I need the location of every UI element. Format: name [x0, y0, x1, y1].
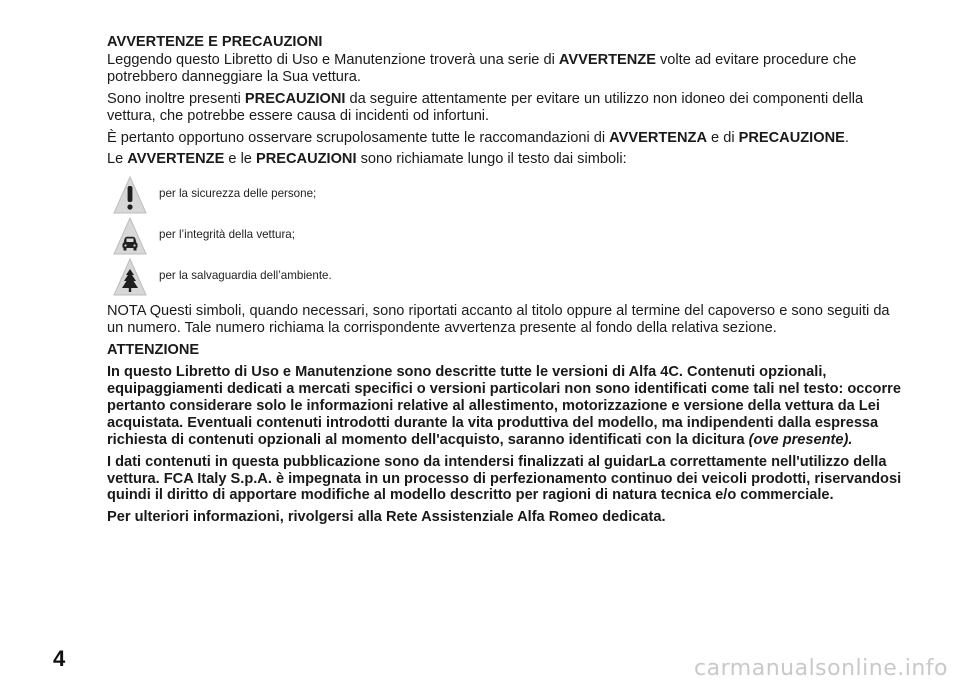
- text-run: da seguire attentamente per evitare un utilizzo non idoneo dei componenti della vettura, che potrebbe essere causa di incidenti od infortuni.: [107, 90, 864, 124]
- symbol-list: [113, 174, 907, 297]
- bold-term: PRECAUZIONI: [244, 90, 346, 107]
- section-title: AVVERTENZE E PRECAUZIONI: [107, 34, 323, 50]
- symbol-item-environment: [113, 256, 907, 297]
- bold-term: PRECAUZIONE: [738, 129, 845, 146]
- intro-paragraph-precauzioni: [107, 91, 907, 125]
- italic-term: (ove presente).: [748, 431, 853, 448]
- attention-paragraph-versions: [107, 364, 907, 449]
- recommendation-paragraph: [107, 130, 907, 147]
- attention-heading: ATTENZIONE: [107, 342, 200, 359]
- text-run: È pertanto opportuno osservare scrupolosamente tutte le raccomandazioni di: [107, 129, 610, 146]
- watermark: carmanualsonline.info: [694, 656, 948, 681]
- bold-term: AVVERTENZE: [558, 51, 656, 68]
- text-run: volte ad evitare procedure che potrebbero danneggiare la Sua vettura.: [107, 51, 857, 85]
- attention-paragraph-data: I dati contenuti in questa pubblicazione sono da intendersi finalizzati al guidarLa correttamente nell'utilizzo della vettura. FCA Italy S.p.A. è impegnata in un processo di perfezionamento continuo dei veicoli prodotti, riservandosi quindi il diritto di apportare modifiche al modello descritto per ragioni di natura tecnica e/o commerciale.: [107, 453, 902, 504]
- text-run: sono richiamate lungo il testo dai simboli:: [356, 151, 627, 168]
- note-paragraph: NOTA Questi simboli, quando necessari, sono riportati accanto al titolo oppure al termine del capoverso e sono seguiti da un numero. Tale numero richiama la corrispondente avvertenza presente al fondo della relativa sezione.: [107, 303, 890, 337]
- text-run: e di: [707, 129, 739, 146]
- attention-paragraph-contact: Per ulteriori informazioni, rivolgersi alla Rete Assistenziale Alfa Romeo dedicata.: [107, 509, 666, 526]
- symbol-description: per la sicurezza delle persone;: [159, 187, 317, 201]
- text-run: In questo Libretto di Uso e Manutenzione sono descritte tutte le versioni di Alfa 4C. Contenuti opzionali, equipaggiamenti dedicati a mercati specifici o versioni particolari non sono identificati come tali nel testo: occorre pertanto considerare solo le informazioni relative al allestimento, motorizzazione e versione della vettura da Lei acquistata. Eventuali contenuti introdotti durante la vita produttiva del modello, ma indipendenti dalla espressa richiesta di contenuti opzionali al momento dell'acquisto, saranno identificati con la dicitura: [107, 364, 901, 448]
- bold-term: AVVERTENZE: [127, 151, 225, 168]
- exclamation-warning-icon: [113, 176, 147, 214]
- symbol-item-people-safety: [113, 174, 907, 215]
- symbols-intro-paragraph: [107, 151, 907, 168]
- text-run: e le: [224, 151, 256, 168]
- attention-block: [107, 342, 907, 526]
- car-warning-icon: [113, 217, 147, 255]
- text-run: Sono inoltre presenti: [107, 90, 245, 107]
- tree-warning-icon: [113, 258, 147, 296]
- symbol-description: per l’integrità della vettura;: [159, 228, 295, 242]
- page-content: [107, 34, 907, 531]
- symbol-description: per la salvaguardia dell’ambiente.: [159, 269, 332, 283]
- bold-term: AVVERTENZA: [609, 129, 707, 146]
- intro-paragraph-avvertenze: [107, 52, 907, 86]
- symbol-item-vehicle-integrity: [113, 215, 907, 256]
- text-run: Leggendo questo Libretto di Uso e Manutenzione troverà una serie di: [107, 51, 559, 68]
- text-run: Le: [107, 151, 128, 168]
- page-number: 4: [53, 646, 66, 671]
- text-run: .: [844, 129, 849, 146]
- bold-term: PRECAUZIONI: [255, 151, 357, 168]
